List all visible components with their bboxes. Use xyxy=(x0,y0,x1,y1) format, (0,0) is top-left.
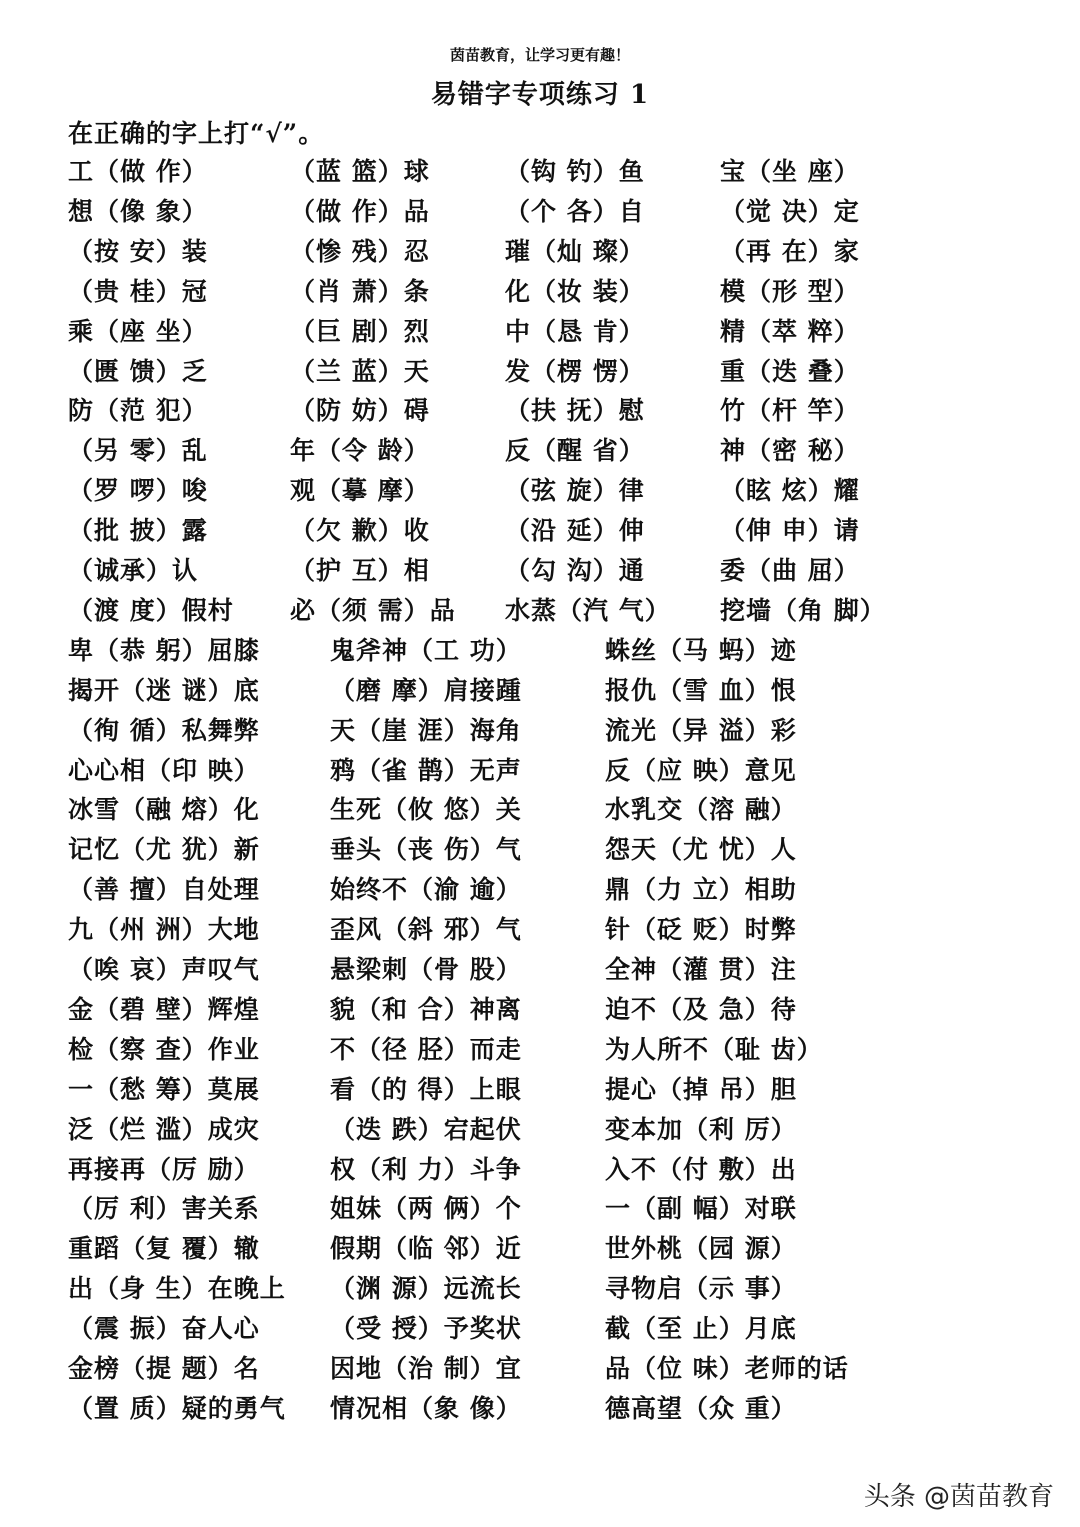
exercise-item: 必（须 需）品 xyxy=(290,595,456,625)
exercise-item: 悬梁刺（骨 股） xyxy=(330,955,522,984)
instruction: 在正确的字上打“√”。 xyxy=(68,119,325,148)
exercise-item: （兰 蓝）天 xyxy=(290,356,430,386)
exercise-item: 重蹈（复 覆）辙 xyxy=(68,1234,260,1264)
exercise-item: （匮 馈）乏 xyxy=(68,356,208,386)
exercise-item: 再接再（厉 励） xyxy=(68,1154,260,1184)
exercise-item: 变本加（利 厉） xyxy=(605,1114,797,1144)
exercise-row xyxy=(0,1229,1080,1269)
exercise-item: 竹（杆 竿） xyxy=(720,396,860,426)
exercise-row xyxy=(0,152,1080,192)
exercise-item: 截（至 止）月底 xyxy=(605,1314,797,1344)
exercise-row xyxy=(0,910,1080,950)
exercise-row xyxy=(0,950,1080,990)
exercise-item: 报仇（雪 血）恨 xyxy=(605,675,797,705)
exercise-item: （厉 利）害关系 xyxy=(68,1194,260,1224)
exercise-item: （受 授）予奖状 xyxy=(330,1314,522,1344)
exercise-item: 揭开（迷 谜）底 xyxy=(68,675,260,705)
exercise-row xyxy=(0,1189,1080,1229)
exercise-item: （眩 炫）耀 xyxy=(720,476,860,506)
exercise-item: 发（楞 愣） xyxy=(505,356,645,386)
exercise-row xyxy=(0,1349,1080,1389)
page-title: 易错字专项练习 1 xyxy=(430,80,650,110)
exercise-row xyxy=(0,232,1080,272)
exercise-item: 寻物启（示 事） xyxy=(605,1274,797,1304)
exercise-item: （震 振）奋人心 xyxy=(68,1314,260,1344)
exercise-item: （置 质）疑的勇气 xyxy=(68,1393,286,1423)
exercise-item: （沿 延）伸 xyxy=(505,516,645,546)
exercise-row xyxy=(0,471,1080,511)
exercise-item: （迭 跌）宕起伏 xyxy=(330,1114,522,1144)
exercise-item: （贵 桂）冠 xyxy=(68,276,208,306)
exercise-row xyxy=(0,711,1080,751)
exercise-row xyxy=(0,1110,1080,1150)
exercise-item: 姐妹（两 俩）个 xyxy=(330,1194,522,1224)
exercise-item: 璀（灿 璨） xyxy=(505,236,645,266)
exercise-row xyxy=(0,1389,1080,1429)
exercise-item: 金榜（提 题）名 xyxy=(68,1354,260,1383)
exercise-row xyxy=(0,312,1080,352)
exercise-item: 反（醒 省） xyxy=(505,436,645,466)
exercise-item: （另 零）乱 xyxy=(68,436,208,466)
exercise-item: （蓝 篮）球 xyxy=(290,157,430,186)
exercise-item: 入不（付 敷）出 xyxy=(605,1154,797,1184)
exercise-item: （再 在）家 xyxy=(720,236,860,266)
exercise-item: 提心（掉 吊）胆 xyxy=(605,1074,797,1104)
exercise-item: 九（州 洲）大地 xyxy=(68,915,260,945)
exercise-row xyxy=(0,591,1080,631)
exercise-item: 重（迭 叠） xyxy=(720,356,860,386)
exercise-item: （渡 度）假村 xyxy=(68,595,234,625)
exercise-item: 生死（攸 悠）关 xyxy=(330,795,522,825)
exercise-item: 怨天（尤 忧）人 xyxy=(605,835,797,865)
exercise-item: （护 互）相 xyxy=(290,556,430,585)
exercise-item: 反（应 映）意见 xyxy=(605,755,797,785)
exercise-item: 卑（恭 躬）屈膝 xyxy=(68,635,260,665)
exercise-row xyxy=(0,1150,1080,1190)
exercise-item: （肖 萧）条 xyxy=(290,276,430,306)
exercise-item: 鬼斧神（工 功） xyxy=(330,635,522,665)
exercise-item: （诚承）认 xyxy=(68,556,199,585)
exercise-item: 模（形 型） xyxy=(720,276,860,306)
exercise-item: 不（径 胫）而走 xyxy=(330,1034,522,1064)
exercise-item: 挖墙（角 脚） xyxy=(720,595,886,625)
exercise-row xyxy=(0,272,1080,312)
exercise-item: 观（摹 摩） xyxy=(290,476,430,506)
exercise-row xyxy=(0,671,1080,711)
exercise-row xyxy=(0,1070,1080,1110)
exercise-item: 情况相（象 像） xyxy=(330,1393,522,1423)
exercise-item: 乘（座 坐） xyxy=(68,316,208,346)
exercise-item: 防（范 犯） xyxy=(68,396,208,426)
exercise-item: 为人所不（耻 齿） xyxy=(605,1034,823,1064)
exercise-item: 水蒸（汽 气） xyxy=(505,595,671,625)
exercise-row xyxy=(0,790,1080,830)
exercise-item: （批 披）露 xyxy=(68,516,208,546)
exercise-item: 假期（临 邻）近 xyxy=(330,1234,522,1264)
exercise-row xyxy=(0,391,1080,431)
exercise-item: 始终不（渝 逾） xyxy=(330,875,522,905)
exercise-item: 一（副 幅）对联 xyxy=(605,1194,797,1224)
exercise-item: （钩 钓）鱼 xyxy=(505,157,645,186)
exercise-item: 宝（坐 座） xyxy=(720,157,860,186)
exercise-item: （做 作）品 xyxy=(290,196,430,226)
exercise-item: （个 各）自 xyxy=(505,196,645,226)
exercise-item: 鼎（力 立）相助 xyxy=(605,875,797,905)
exercise-item: 想（像 象） xyxy=(68,196,208,226)
exercise-item: 全神（灌 贯）注 xyxy=(605,955,797,984)
exercise-item: （觉 决）定 xyxy=(720,196,860,226)
exercise-item: 品（位 味）老师的话 xyxy=(605,1354,849,1383)
exercise-item: （惨 残）忍 xyxy=(290,236,430,266)
exercise-item: 年（令 龄） xyxy=(290,436,430,466)
exercise-item: 检（察 查）作业 xyxy=(68,1034,260,1064)
watermark: 头条 @茵苗教育 xyxy=(863,1482,1054,1512)
exercise-item: 世外桃（园 源） xyxy=(605,1234,797,1264)
exercise-row xyxy=(0,830,1080,870)
exercise-item: 工（做 作） xyxy=(68,157,208,186)
exercise-item: （巨 剧）烈 xyxy=(290,316,430,346)
exercise-row xyxy=(0,870,1080,910)
exercise-item: 权（利 力）斗争 xyxy=(330,1154,522,1184)
exercise-item: 歪风（斜 邪）气 xyxy=(330,915,522,945)
exercise-item: 心心相（印 映） xyxy=(68,755,260,785)
exercise-item: 看（的 得）上眼 xyxy=(330,1074,522,1104)
exercise-item: 德高望（众 重） xyxy=(605,1393,797,1423)
exercise-item: 水乳交（溶 融） xyxy=(605,795,797,825)
exercise-row xyxy=(0,511,1080,551)
exercise-item: 中（恳 肯） xyxy=(505,316,645,346)
exercise-item: （磨 摩）肩接踵 xyxy=(330,675,522,705)
exercise-row xyxy=(0,1309,1080,1349)
exercise-row xyxy=(0,631,1080,671)
exercise-item: 委（曲 屈） xyxy=(720,556,860,585)
exercise-item: 蛛丝（马 蚂）迹 xyxy=(605,635,797,665)
exercise-item: 垂头（丧 伤）气 xyxy=(330,835,522,865)
exercise-item: （渊 源）远流长 xyxy=(330,1274,522,1304)
exercise-item: 一（愁 筹）莫展 xyxy=(68,1074,260,1104)
exercise-item: 针（砭 贬）时弊 xyxy=(605,915,797,945)
exercise-item: 精（萃 粹） xyxy=(720,316,860,346)
exercise-row xyxy=(0,352,1080,392)
exercise-item: （善 擅）自处理 xyxy=(68,875,260,905)
exercise-row xyxy=(0,192,1080,232)
exercise-row xyxy=(0,1030,1080,1070)
document-header: 茵苗教育，让学习更有趣！ xyxy=(449,46,630,64)
exercise-item: （徇 循）私舞弊 xyxy=(68,715,260,745)
exercise-item: （防 妨）碍 xyxy=(290,396,430,426)
exercise-item: （扶 抚）慰 xyxy=(505,396,645,426)
exercise-item: 出（身 生）在晚上 xyxy=(68,1274,286,1304)
exercise-item: 泛（烂 滥）成灾 xyxy=(68,1114,260,1144)
exercise-item: （欠 歉）收 xyxy=(290,516,430,546)
exercise-item: 迫不（及 急）待 xyxy=(605,994,797,1024)
exercise-item: （罗 啰）唆 xyxy=(68,476,208,506)
exercise-row xyxy=(0,990,1080,1030)
exercise-row xyxy=(0,551,1080,591)
exercise-item: 貌（和 合）神离 xyxy=(330,994,522,1024)
exercise-row xyxy=(0,1269,1080,1309)
exercise-item: 神（密 秘） xyxy=(720,436,860,466)
exercise-item: 鸦（雀 鹊）无声 xyxy=(330,755,522,785)
exercise-item: （伸 申）请 xyxy=(720,516,860,546)
exercise-row xyxy=(0,431,1080,471)
exercise-item: 因地（治 制）宜 xyxy=(330,1354,522,1383)
exercise-item: （唉 哀）声叹气 xyxy=(68,955,260,984)
exercise-item: 天（崖 涯）海角 xyxy=(330,715,522,745)
exercise-item: 冰雪（融 熔）化 xyxy=(68,795,260,825)
exercise-item: （弦 旋）律 xyxy=(505,476,645,506)
exercise-item: 化（妆 装） xyxy=(505,276,645,306)
exercise-item: 流光（异 溢）彩 xyxy=(605,715,797,745)
exercise-item: 记忆（尤 犹）新 xyxy=(68,835,260,865)
exercise-row xyxy=(0,751,1080,791)
exercise-item: 金（碧 壁）辉煌 xyxy=(68,994,260,1024)
exercise-item: （按 安）装 xyxy=(68,236,208,266)
exercise-item: （勾 沟）通 xyxy=(505,556,645,585)
